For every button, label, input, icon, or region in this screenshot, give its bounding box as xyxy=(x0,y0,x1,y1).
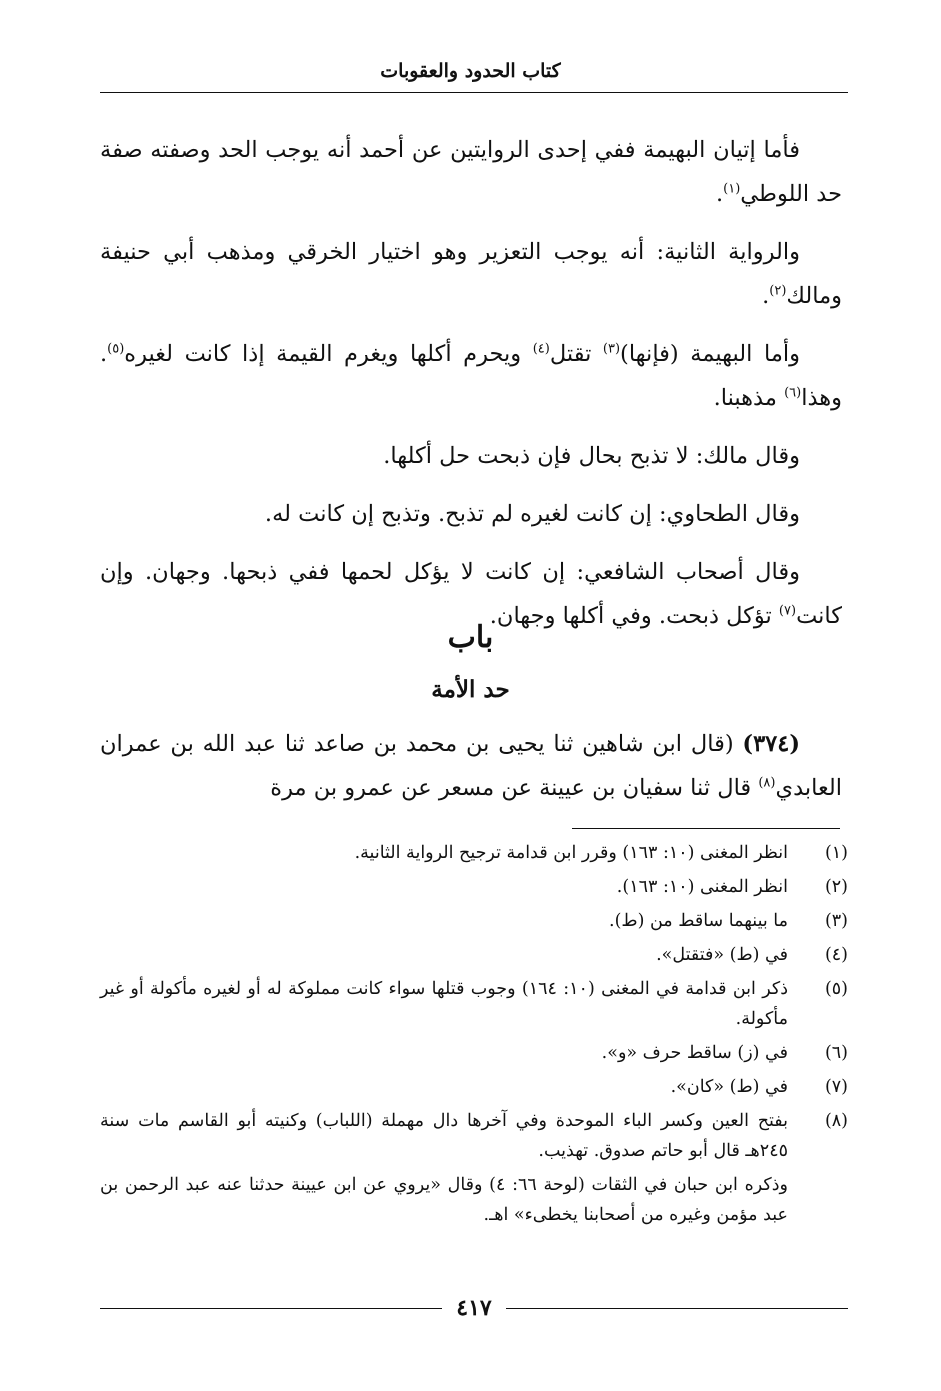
paragraph-text: فأما إتيان البهيمة ففي إحدى الروايتين عن أحمد أنه يوجب الحد وصفته صفة حد اللوطي xyxy=(100,137,842,207)
footer-rule xyxy=(100,1308,442,1309)
header-rule xyxy=(100,92,848,93)
paragraph-text: تؤكل ذبحت. وفي أكلها وجهان. xyxy=(489,603,779,629)
footnote xyxy=(100,1106,848,1166)
footnote-number: (٧) xyxy=(824,1077,848,1097)
chapter-heading: باب xyxy=(447,620,494,655)
footnote-text: في (ط) «فتقتل». xyxy=(656,945,788,965)
footnote-text: ذكر ابن قدامة في المغنى (١٠: ١٦٤) وجوب قتلها سواء كانت مملوكة له أو لغيره مأكولة أو غير مأكولة. xyxy=(100,979,788,1029)
paragraph-text: قال ثنا سفيان بن عيينة عن مسعر عن عمرو بن مرة xyxy=(270,775,759,801)
paragraph xyxy=(100,128,842,216)
footnote-ref[interactable]: (١) xyxy=(723,181,741,197)
hadith-number: (٣٧٤) xyxy=(742,731,800,757)
footnote xyxy=(100,1072,848,1102)
footnote-number: (١) xyxy=(824,843,848,863)
footnote-text: انظر المغنى (١٠: ١٦٣). xyxy=(616,877,788,897)
footnote-ref[interactable]: (٨) xyxy=(758,775,776,791)
paragraph-text: وأما البهيمة (فإنها) xyxy=(620,341,800,367)
footnote-ref[interactable]: (٥) xyxy=(107,341,125,357)
footnote-number: (٦) xyxy=(824,1043,848,1063)
footnote-number: (٥) xyxy=(824,979,848,999)
footnote xyxy=(100,974,848,1034)
footnote xyxy=(100,872,848,902)
paragraph xyxy=(100,332,842,420)
paragraph-text: . xyxy=(762,283,770,309)
footnote xyxy=(100,838,848,868)
page-number: ٤١٧ xyxy=(456,1295,492,1321)
footer-rule xyxy=(506,1308,848,1309)
paragraph-text: وقال أصحاب الشافعي: إن كانت لا يؤكل لحمها ففي ذبحها. وجهان. وإن كانت xyxy=(100,559,842,629)
footnote-continuation: وذكره ابن حبان في الثقات (لوحة ٦٦: ٤) وقال «يروي عن ابن عيينة حدثنا عنه عبد الرحمن بن عبد مؤمن وغيره من أصحابنا يخطىء» اهـ. xyxy=(100,1175,788,1225)
paragraph-text: والرواية الثانية: أنه يوجب التعزير وهو اختيار الخرقي ومذهب أبي حنيفة ومالك xyxy=(100,239,842,309)
running-header: كتاب الحدود والعقوبات xyxy=(380,60,561,82)
footnote-ref[interactable]: (٦) xyxy=(784,385,802,401)
footnote-text: ما بينهما ساقط من (ط). xyxy=(609,911,788,931)
footnotes xyxy=(100,838,848,1230)
footnote-text: في (ط) «كان». xyxy=(670,1077,788,1097)
footnote-text: بفتح العين وكسر الباء الموحدة وفي آخرها دال مهملة (اللباب) وكنيته أبو القاسم مات سنة ٢٤٥هـ قال أبو حاتم صدوق. تهذيب. xyxy=(100,1111,788,1161)
paragraph-text: (قال ابن شاهين ثنا يحيى بن محمد بن صاعد ثنا عبد الله بن عمران العابدي xyxy=(100,731,842,801)
footnote xyxy=(100,940,848,970)
main-text xyxy=(100,128,842,652)
paragraph: وقال الطحاوي: إن كانت لغيره لم تذبح. وتذبح إن كانت له. xyxy=(264,501,800,527)
paragraph-text: تقتل xyxy=(549,341,603,367)
footnote-ref[interactable]: (٣) xyxy=(602,341,621,357)
footnote-ref[interactable]: (٢) xyxy=(769,283,787,299)
footnote-number: (٨) xyxy=(824,1111,848,1131)
page-footer xyxy=(100,1295,848,1321)
paragraph xyxy=(100,722,842,810)
paragraph-text: . xyxy=(715,181,724,207)
paragraph: وقال مالك: لا تذبح بحال فإن ذبحت حل أكلها. xyxy=(383,443,800,469)
footnote-text: في (ز) ساقط حرف «و». xyxy=(601,1043,788,1063)
paragraph-text: ويحرم أكلها ويغرم القيمة إذا كانت لغيره xyxy=(124,341,533,367)
footnote-number: (٢) xyxy=(824,877,848,897)
paragraph xyxy=(100,230,842,318)
footnote-ref[interactable]: (٤) xyxy=(532,341,550,357)
footnote-ref[interactable]: (٧) xyxy=(778,603,797,619)
footnote-text: انظر المغنى (١٠: ١٦٣) وقرر ابن قدامة ترجيح الرواية الثانية. xyxy=(354,843,788,863)
footnote-separator xyxy=(572,828,840,829)
chapter-title: حد الأمة xyxy=(431,676,510,703)
paragraph-text: مذهبنا. xyxy=(713,385,785,411)
footnote xyxy=(100,1038,848,1068)
footnote-number: (٣) xyxy=(824,911,848,931)
footnote xyxy=(100,906,848,936)
hadith-text xyxy=(100,722,842,810)
paragraph-text: . وهذا xyxy=(100,341,842,411)
footnote-number: (٤) xyxy=(824,945,848,965)
